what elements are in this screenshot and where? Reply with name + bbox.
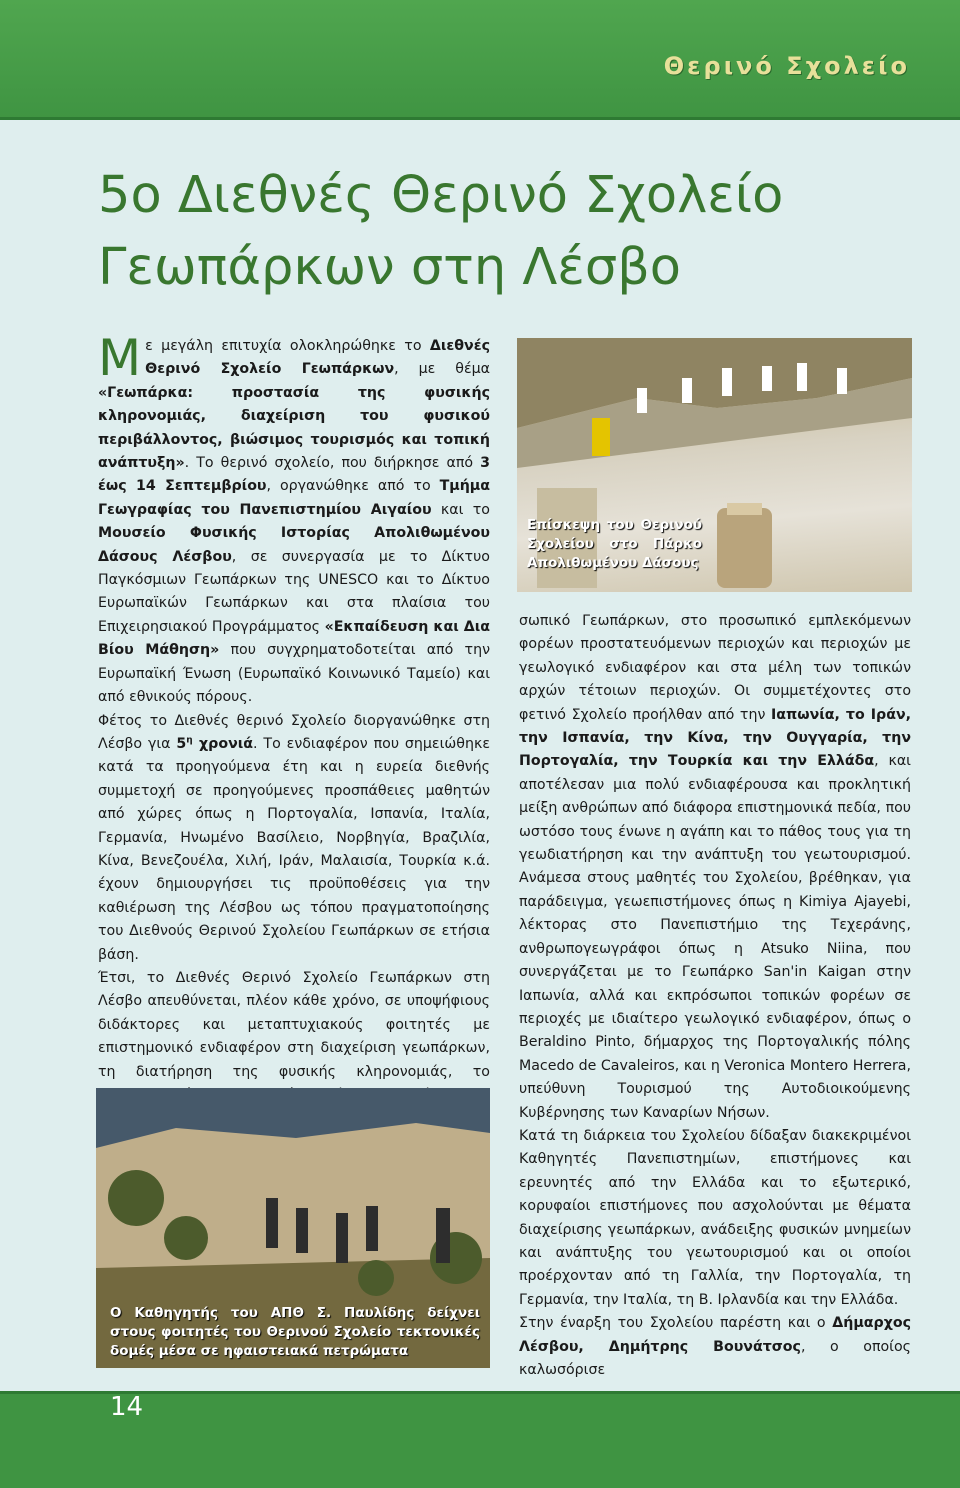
text: σωπικό Γεωπάρκων, στο προσωπικό εμπλεκόμενων φορέων προστατευόμενων περιοχών και περιοχών με γεωλογικό ενδιαφέρον και στα μέλη των τοπικών αρχών τέτοιων περιοχών. Οι συμμετέχοντες στο φετινό Σχολείο προήλθαν από την [519,613,911,723]
paragraph-4 [519,610,911,1125]
paragraph-5: Κατά τη διάρκεια του Σχολείου δίδαξαν διακεκριμένοι Καθηγητές Πανεπιστημίων, επιστήμονες και ερευνητές από την Ελλάδα και το εξωτερικό, κορυφαίοι επιστήμονες που ασχολούνται με θέματα διαχείρισης γεωπάρκων, ανάδειξης φυσικών μνημείων και ανάπτυξης του γεωτουρισμού και οι οποίοι προέρχονταν από τη Γαλλία, την Πορτογαλία, τη Γερμανία, την Ιταλία, τη Β. Ιρλανδία και την Ελλάδα. [519,1127,911,1308]
text-bold: «Εκπαίδευση και Δια Βίου Μάθηση» [98,618,490,659]
article-title [98,160,918,304]
text-bold: 5 [176,735,187,752]
text: , με θέμα [394,361,491,378]
page-number: 14 [110,1392,144,1422]
text: , ο οποίος καλωσόρισε [519,1338,911,1378]
paragraph-6 [519,1312,911,1382]
drop-cap: Μ [98,329,142,387]
text: Στην έναρξη του Σχολείου παρέστη και ο [519,1315,833,1332]
title-line-1: 5ο Διεθνές Θερινό Σχολείο [98,166,784,225]
section-label: Θερινό Σχολείο [663,52,910,80]
superscript: η [186,735,193,746]
photo-caption-bottom: Ο Καθηγητής του ΑΠΘ Σ. Παυλίδης δείχνει στους φοιτητές του Θερινού Σχολείο τεκτονικές δομές μέσα σε ηφαιστειακά πετρώματα [110,1305,480,1359]
right-column [519,610,911,1382]
footer-band [0,1391,960,1488]
paragraph-2 [98,710,490,967]
text: , οργανώθηκε από το [266,478,440,495]
text-bold: Μουσείο Φυσικής Ιστορίας Απολιθωμένου Δάσους Λέσβου [98,525,490,565]
text: , σε συνεργασία με το Δίκτυο Παγκόσμιων Γεωπάρκων της UNESCO και το Δίκτυο Ευρωπαϊκών Γεωπάρκων και στα πλαίσια του Επιχειρησιακού Προγράμματος [98,548,490,635]
text-bold: Τμήμα Γεωγραφίας του Πανεπιστημίου Αιγαίου [98,478,490,518]
footer-rule [0,1391,960,1394]
text: και το [431,501,490,518]
text: . Το θερινό σχολείο, που διήρκησε από [184,455,481,472]
paragraph-1 [98,329,491,710]
text: Φέτος το Διεθνές θερινό Σχολείο διοργανώθηκε στη Λέσβο για [98,712,490,752]
text: , και αποτέλεσαν μια πολύ ενδιαφέρουσα και προκλητική μείξη ανθρώπων από διάφορα επιστημονικά πεδία, που ωστόσο τους ένωνε η αγάπη και το πάθος τους για τη γεωδιατήρηση και την ανάπτυξη του γεωτουρισμού. Ανάμεσα στους μαθητές του Σχολείου, βρέθηκαν, για παράδειγμα, γεωεπιστήμονες όπως η Kimiya Ajayebi, λέκτορας στο Πανεπιστήμιο της Τεχεράνης, ανθρωπογεωγράφοι όπως η Atsuko Niina, που συνεργάζεται με το Γεωπάρκο San'in Kaigan στην Ιαπωνία, αλλά και εκπρόσωποι τοπικών φορέων σε περιοχές με ιδιαίτερο γεωλογικό ενδιαφέρον, όπως ο Beraldino Pinto, δήμαρχος της Πορτογαλικής πόλης Macedo de Cavaleiros, και η Veronica Montero Herrera, υπεύθυνη Τουρισμού της Αυτοδιοικούμενης Κυβέρνησης των Καναρίων Νήσων. [519,753,911,1121]
title-line-2: Γεωπάρκων στη Λέσβο [98,238,681,297]
paragraph-3: Έτσι, το Διεθνές Θερινό Σχολείο Γεωπάρκων στη Λέσβο απευθύνεται, πλέον κάθε χρόνο, σε υποψήφιους διδάκτορες και μεταπτυχιακούς φοιτητές με επιστημονικό ενδιαφέρον στη διαχείριση γεωπάρκων, τη διατήρηση της φυσικής κληρονομιάς, το [98,969,490,1080]
text-bold: Διεθνές Θερινό Σχολείο Γεωπάρκων [145,338,490,378]
text-bold: 3 έως 14 Σεπτεμβρίου [98,455,490,495]
text: ε μεγάλη επιτυχία ολοκληρώθηκε το [145,338,430,354]
text: που συγχρηματοδοτείται από την Ευρωπαϊκή Ένωση (Ευρωπαϊκό Κοινωνικό Ταμείο) και από εθνικούς πόρους. [98,642,490,706]
photo-caption-top: Επίσκεψη του Θερινού Σχολείου στο Πάρκο Απολιθωμένου Δάσους [527,517,702,571]
text-bold: «Γεωπάρκα: προστασία της φυσικής κληρονομιάς, διαχείριση του φυσικού περιβάλλοντος, βιώσιμος τουρισμός και τοπική ανάπτυξη» [98,384,490,472]
text-bold: Δήμαρχος Λέσβου, Δημήτρης Βουνάτσος [519,1315,911,1355]
text-bold: Ιαπωνία, το Ιράν, την Ισπανία, την Κίνα, την Ουγγαρία, την Πορτογαλία, την Τουρκία και την Ελλάδα [519,706,911,770]
header-rule [0,117,960,120]
text-bold: χρονιά [192,735,254,752]
text: . Το ενδιαφέρον που σημειώθηκε κατά τα προηγούμενα έτη και η ευρεία διεθνής συμμετοχή σε προηγούμενες προσπάθειες μαθητών από χώρες όπως η Πορτογαλία, Ισπανία, Ιταλία, Γερμανία, Ηνωμένο Βασίλειο, Νορβηγία, Βραζιλία, Κίνα, Βενεζουέλα, Χιλή, Ιράν, Μαλαισία, Τουρκία κ.ά. έχουν δημιουργήσει τις προϋποθέσεις για την καθιέρωση της Λέσβου ως τόπου πραγματοποίησης του Διεθνούς Θερινού Σχολείου Γεωπάρκων σε ετήσια βάση. [98,735,490,963]
left-column [98,329,491,1131]
